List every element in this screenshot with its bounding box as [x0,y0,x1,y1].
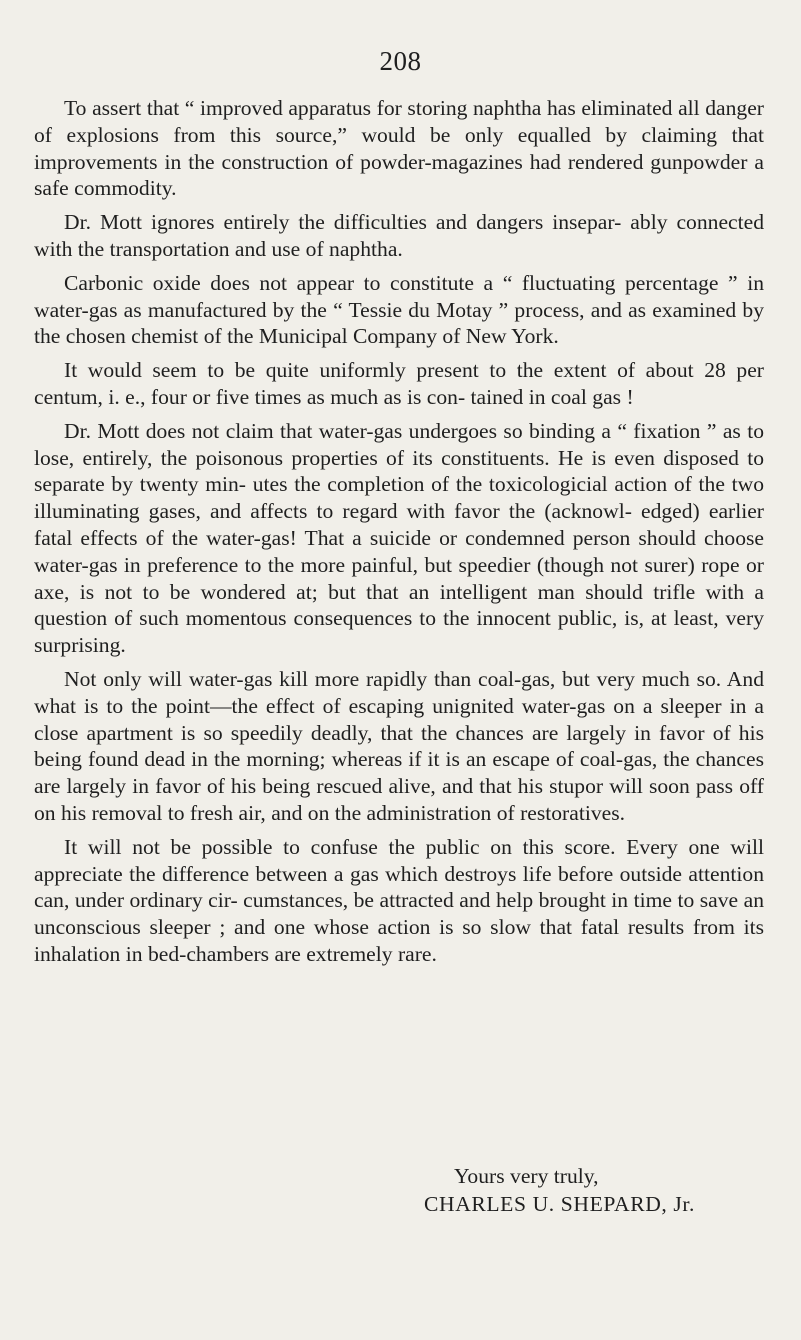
paragraph-6: Not only will water-gas kill more rapidly than coal-gas, but very much so. And what is to the point—the effect of escaping unignited water-gas on a sleeper in a close apartment is so speedily deadly, that the chances are largely in favor of his being found dead in the morning; whereas if it is an escape of coal-gas, the chances are largely in favor of his being rescued alive, and that his stupor will soon pass off on his removal to fresh air, and on the administration of restoratives. [34,666,764,825]
letter-closing: Yours very truly, [454,1164,599,1188]
paragraph-7: It will not be possible to confuse the public on this score. Every one will appreciate the difference between a gas which destroys life before outside attention can, under ordinary cir- cumstances, be attracted and help brought in time to save an unconscious sleeper ; and one whose action is so slow that fatal results from its inhalation in bed-chambers are extremely rare. [34,834,764,966]
paragraph-1: To assert that “ improved apparatus for storing naphtha has eliminated all danger of explosions from this source,” would be only equalled by claiming that improvements in the construction of powder-magazines had rendered gunpowder a safe commodity. [34,96,764,201]
paragraph-3: Carbonic oxide does not appear to constitute a “ fluctuating percentage ” in water-gas as manufactured by the “ Tessie du Motay ” process, and as examined by the chosen chemist of the Municipal Company of New York. [34,270,764,349]
paragraph-5: Dr. Mott does not claim that water-gas undergoes so binding a “ fixation ” as to lose, entirely, the poisonous properties of its constituents. He is even disposed to separate by twenty min- utes the completion of the toxicologicial action of the two illuminating gases, and affects to regard with favor the (acknowl- edged) earlier fatal effects of the water-gas! That a suicide or condemned person should choose water-gas in preference to the more painful, but speedier (though not surer) rope or axe, is not to be wondered at; but that an intelligent man should trifle with a question of such momentous consequences to the innocent public, is, at least, very surprising. [34,418,764,658]
paragraph-2: Dr. Mott ignores entirely the difficulties and dangers insepar- ably connected with the transportation and use of naphtha. [34,210,764,261]
body-text [34,95,764,975]
page-number: 208 [379,46,422,76]
paragraph-4: It would seem to be quite uniformly present to the extent of about 28 per centum, i. e., four or five times as much as is con- tained in coal gas ! [34,358,764,409]
letter-signature: CHARLES U. SHEPARD, Jr. [424,1192,695,1216]
